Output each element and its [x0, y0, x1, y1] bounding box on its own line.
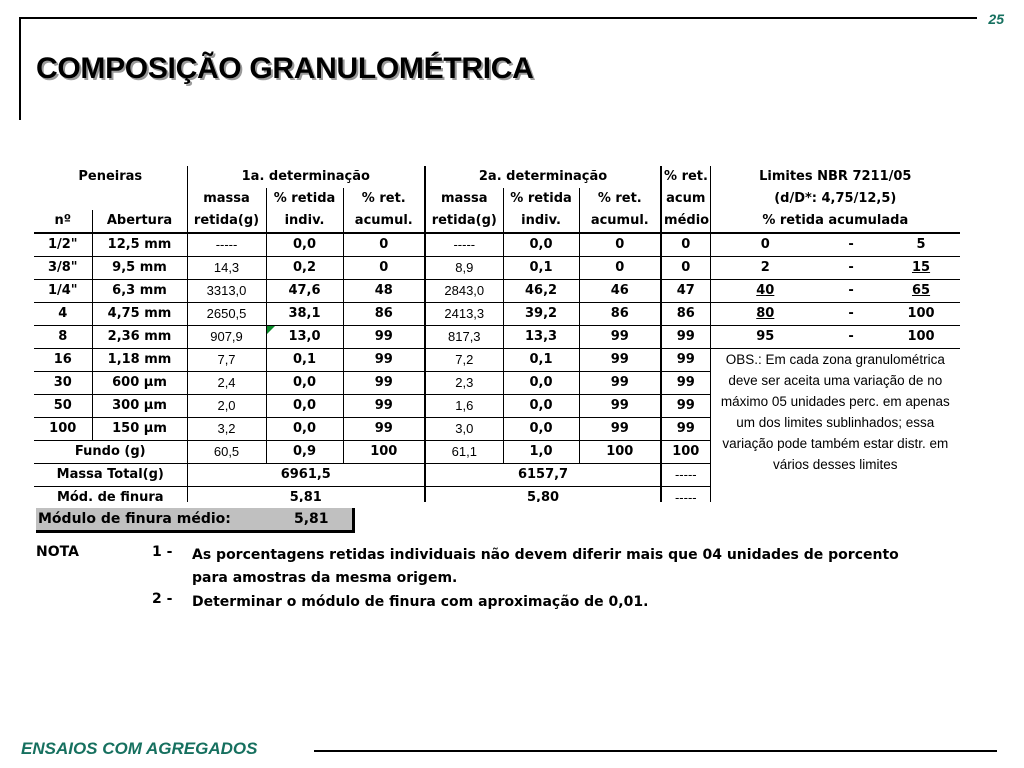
header-row-3: [34, 210, 960, 233]
sieve-number: 4: [34, 303, 92, 326]
header-peneiras: Peneiras: [78, 169, 143, 184]
pct-accum-mean: 0: [661, 233, 710, 257]
mass-retained-1: 2,0: [187, 395, 266, 418]
header-pct-retida-1: % retida: [266, 188, 343, 210]
header-massa-1: massa: [187, 188, 266, 210]
mod-finura-2: 5,80: [425, 487, 661, 503]
header-pct-ret-1: % ret.: [343, 188, 425, 210]
limit-dash: -: [820, 280, 882, 303]
header-indiv-2: indiv.: [503, 210, 579, 233]
sieve-opening: 300 µm: [92, 395, 187, 418]
modulo-finura-medio-box: [36, 508, 355, 533]
limit-low: 40: [710, 280, 820, 303]
pct-indiv-2: 0,0: [503, 372, 579, 395]
pct-accum-1: 86: [343, 303, 425, 326]
pct-accum-2: 0: [579, 233, 661, 257]
sieve-number: 16: [34, 349, 92, 372]
header-ret-acum-top: % ret.: [661, 166, 710, 188]
sieve-opening: 6,3 mm: [92, 280, 187, 303]
nota-item-2-text: Determinar o módulo de finura com aproximação de 0,01.: [192, 594, 649, 610]
pct-accum-1: 99: [343, 349, 425, 372]
header-det2: 2a. determinação: [425, 166, 661, 188]
pct-accum-mean: 0: [661, 257, 710, 280]
pct-accum-2: 99: [579, 395, 661, 418]
pct-accum-mean: 99: [661, 372, 710, 395]
pct-accum-2: 86: [579, 303, 661, 326]
limit-low: 95: [710, 326, 820, 349]
mod-finura-1: 5,81: [187, 487, 425, 503]
mass-retained-1: 2650,5: [187, 303, 266, 326]
pct-accum-mean: 47: [661, 280, 710, 303]
header-row-1: [34, 166, 960, 188]
sieve-opening: 4,75 mm: [92, 303, 187, 326]
header-acum: acum: [661, 188, 710, 210]
limit-dash: -: [820, 303, 882, 326]
slide-title: COMPOSIÇÃO GRANULOMÉTRICA: [36, 52, 534, 85]
header-medio: médio: [661, 210, 710, 233]
header-acumul-1: acumul.: [343, 210, 425, 233]
mass-retained-1: -----: [187, 233, 266, 257]
frame-left-line: [19, 17, 21, 120]
pct-accum-mean: 99: [661, 326, 710, 349]
pct-accum-1: 99: [343, 372, 425, 395]
nota-item-1-text: As porcentagens retidas individuais não devem diferir mais que 04 unidades de porcento para amostras da mesma origem.: [192, 547, 899, 586]
modulo-finura-medio-label: Módulo de finura médio:: [38, 511, 231, 527]
mass-retained-2: 8,9: [425, 257, 503, 280]
pct-indiv-2: 0,0: [503, 233, 579, 257]
pct-accum-1: 0: [343, 257, 425, 280]
mod-finura-mean: -----: [661, 487, 710, 503]
fundo-label: Fundo (g): [34, 441, 187, 464]
mass-retained-1: 7,7: [187, 349, 266, 372]
pct-accum-1: 0: [343, 233, 425, 257]
header-pct-ret-2: % ret.: [579, 188, 661, 210]
frame-top-line: [19, 17, 977, 19]
header-indiv-1: indiv.: [266, 210, 343, 233]
pct-indiv-1: 0,0: [266, 372, 343, 395]
mass-retained-1: 2,4: [187, 372, 266, 395]
pct-indiv-2: 0,0: [503, 418, 579, 441]
header-pct-retida-2: % retida: [503, 188, 579, 210]
limit-low: 2: [710, 257, 820, 280]
pct-accum-mean: 99: [661, 418, 710, 441]
pct-accum-mean: 86: [661, 303, 710, 326]
pct-accum-1: 99: [343, 326, 425, 349]
sieve-number: 100: [34, 418, 92, 441]
limit-dash: -: [820, 257, 882, 280]
pct-indiv-1: 0,0: [266, 395, 343, 418]
pct-indiv-1: 0,0: [266, 233, 343, 257]
header-retida-g-1: retida(g): [187, 210, 266, 233]
sieve-opening: 600 µm: [92, 372, 187, 395]
limit-high: 5: [882, 233, 960, 257]
header-limites-title: Limites NBR 7211/05: [710, 166, 960, 188]
table-row: [34, 233, 960, 257]
pct-accum-1: 48: [343, 280, 425, 303]
sieve-number: 1/2": [34, 233, 92, 257]
pct-indiv-2: 0,1: [503, 257, 579, 280]
table-row: [34, 326, 960, 349]
pct-indiv-1: 38,1: [266, 303, 343, 326]
sieve-opening: 150 µm: [92, 418, 187, 441]
sieve-number: 8: [34, 326, 92, 349]
granulometry-table-container: [34, 166, 960, 502]
limit-high: 15: [882, 257, 960, 280]
massa-total-label: Massa Total(g): [34, 464, 187, 487]
table-row: [34, 280, 960, 303]
pct-indiv-1: 47,6: [266, 280, 343, 303]
footer-title: ENSAIOS COM AGREGADOS: [21, 739, 258, 758]
sieve-number: 50: [34, 395, 92, 418]
limit-low: 80: [710, 303, 820, 326]
sieve-number: 3/8": [34, 257, 92, 280]
limit-low: 0: [710, 233, 820, 257]
header-no: nº: [34, 210, 92, 233]
obs-note: OBS.: Em cada zona granulométrica deve ser aceita uma variação de no máximo 05 unidades perc. em apenas um dos limites sublinhados; essa variação pode também estar distr. em vários desses limites: [710, 349, 960, 503]
mod-finura-label: Mód. de finura: [34, 487, 187, 503]
sieve-number: 30: [34, 372, 92, 395]
pct-indiv-1: 0,1: [266, 349, 343, 372]
nota-item-1-number: 1 -: [152, 544, 173, 560]
pct-indiv-2: 39,2: [503, 303, 579, 326]
limit-dash: -: [820, 326, 882, 349]
header-retida-g-2: retida(g): [425, 210, 503, 233]
nota-item-2-number: 2 -: [152, 591, 173, 607]
pct-accum-2: 99: [579, 326, 661, 349]
limit-dash: -: [820, 233, 882, 257]
massa-total-mean: -----: [661, 464, 710, 487]
fundo-indiv-1: 0,9: [266, 441, 343, 464]
mass-retained-1: 3313,0: [187, 280, 266, 303]
pct-indiv-2: 46,2: [503, 280, 579, 303]
header-pct-retida-acumulada: % retida acumulada: [710, 210, 960, 233]
mass-retained-1: 907,9: [187, 326, 266, 349]
header-limites-sub: (d/D*: 4,75/12,5): [710, 188, 960, 210]
mass-retained-2: 3,0: [425, 418, 503, 441]
sieve-opening: 9,5 mm: [92, 257, 187, 280]
table-row: [34, 349, 960, 372]
modulo-finura-medio-value: 5,81: [294, 511, 329, 527]
pct-accum-mean: 99: [661, 349, 710, 372]
pct-indiv-2: 0,0: [503, 395, 579, 418]
mass-retained-2: 2843,0: [425, 280, 503, 303]
pct-indiv-1: 0,2: [266, 257, 343, 280]
sieve-opening: 2,36 mm: [92, 326, 187, 349]
sieve-opening: 1,18 mm: [92, 349, 187, 372]
page-number: 25: [988, 11, 1004, 27]
fundo-mass-2: 61,1: [425, 441, 503, 464]
massa-total-2: 6157,7: [425, 464, 661, 487]
footer-line: [314, 750, 997, 752]
fundo-indiv-2: 1,0: [503, 441, 579, 464]
pct-accum-2: 99: [579, 372, 661, 395]
pct-accum-2: 99: [579, 418, 661, 441]
pct-indiv-1: 13,0: [266, 326, 343, 349]
mass-retained-1: 3,2: [187, 418, 266, 441]
limit-high: 65: [882, 280, 960, 303]
header-det1: 1a. determinação: [187, 166, 425, 188]
table-row: [34, 303, 960, 326]
pct-indiv-2: 0,1: [503, 349, 579, 372]
mass-retained-2: 817,3: [425, 326, 503, 349]
pct-indiv-2: 13,3: [503, 326, 579, 349]
pct-accum-1: 99: [343, 418, 425, 441]
fundo-accum-2: 100: [579, 441, 661, 464]
sieve-number: 1/4": [34, 280, 92, 303]
mass-retained-2: 2413,3: [425, 303, 503, 326]
pct-accum-2: 0: [579, 257, 661, 280]
table-row: [34, 257, 960, 280]
nota-label: NOTA: [36, 544, 79, 560]
fundo-accum-1: 100: [343, 441, 425, 464]
header-acumul-2: acumul.: [579, 210, 661, 233]
fundo-mass-1: 60,5: [187, 441, 266, 464]
granulometry-table: [34, 166, 960, 502]
limit-high: 100: [882, 303, 960, 326]
pct-accum-2: 99: [579, 349, 661, 372]
fundo-mean: 100: [661, 441, 710, 464]
pct-accum-1: 99: [343, 395, 425, 418]
pct-accum-mean: 99: [661, 395, 710, 418]
sieve-opening: 12,5 mm: [92, 233, 187, 257]
mass-retained-1: 14,3: [187, 257, 266, 280]
pct-indiv-1: 0,0: [266, 418, 343, 441]
pct-accum-2: 46: [579, 280, 661, 303]
header-massa-2: massa: [425, 188, 503, 210]
header-abertura: Abertura: [92, 210, 187, 233]
mass-retained-2: 7,2: [425, 349, 503, 372]
header-row-2: [34, 188, 960, 210]
massa-total-1: 6961,5: [187, 464, 425, 487]
limit-high: 100: [882, 326, 960, 349]
mass-retained-2: 2,3: [425, 372, 503, 395]
mass-retained-2: 1,6: [425, 395, 503, 418]
mass-retained-2: -----: [425, 233, 503, 257]
